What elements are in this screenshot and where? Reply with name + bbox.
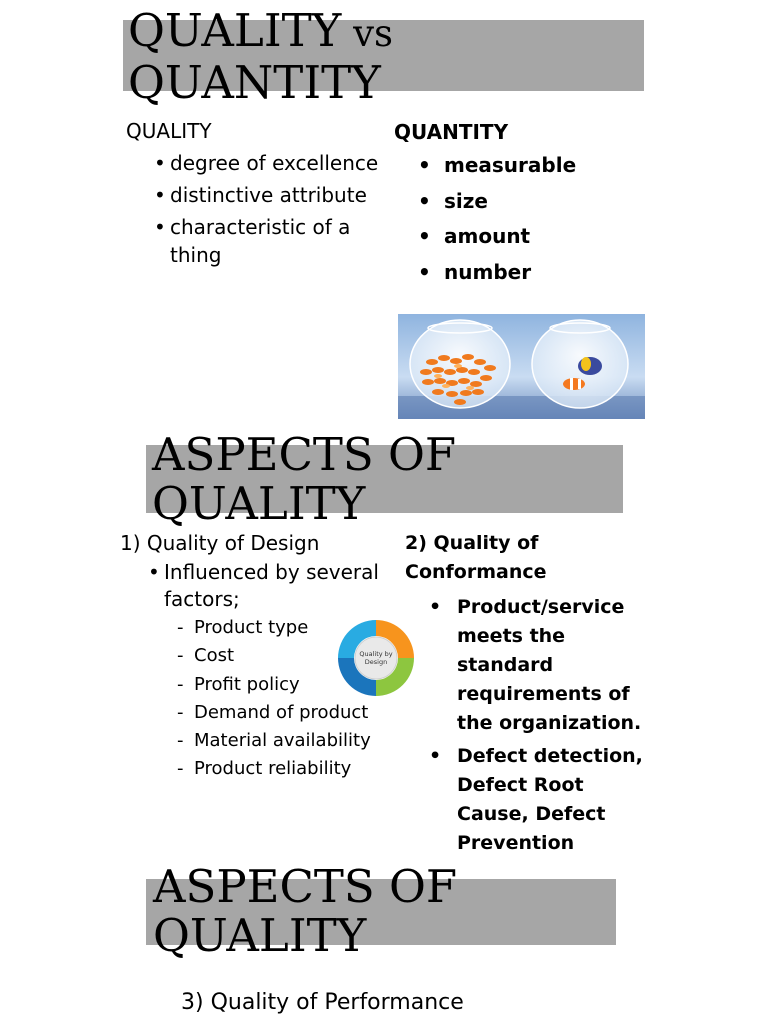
quality-item: • distinctive attribute — [154, 181, 396, 209]
fishbowls-photo — [398, 314, 645, 419]
conformance-heading: 2) Quality of Conformance — [405, 532, 547, 583]
quantity-item: • size — [394, 184, 654, 220]
quantity-heading: QUANTITY — [394, 120, 509, 144]
design-heading: 1) Quality of Design — [120, 531, 320, 555]
quantity-column — [394, 118, 654, 290]
quantity-item: • number — [394, 255, 654, 291]
conformance-item: • Defect detection, Defect Root Cause, Defect Prevention — [427, 742, 653, 858]
quantity-item: • measurable — [394, 148, 654, 184]
design-factor: - Cost — [176, 642, 390, 670]
section-title: ASPECTS OF QUALITY — [153, 860, 458, 962]
design-factor: - Product reliability — [176, 755, 390, 783]
design-factor: - Product type — [176, 614, 390, 642]
svg-text:Design: Design — [364, 658, 388, 666]
quality-column — [126, 117, 396, 269]
quantity-item: • amount — [394, 219, 654, 255]
design-factor: - Material availability — [176, 727, 390, 755]
quality-heading: QUALITY — [126, 119, 212, 143]
page-title: QUALITY vs QUANTITY — [128, 4, 393, 109]
section-title: ASPECTS OF QUALITY — [152, 428, 457, 530]
design-bullet: • Influenced by several factors; — [148, 559, 386, 613]
quality-item: • degree of excellence — [154, 149, 396, 177]
quality-of-conformance — [405, 529, 665, 858]
quality-of-performance-heading: 3) Quality of Performance — [181, 990, 464, 1015]
diagram-center-label: Quality by — [359, 650, 393, 658]
design-factor: - Demand of product — [176, 699, 390, 727]
design-factor: - Profit policy — [176, 671, 390, 699]
conformance-item: • Product/service meets the standard requirements of the organization. — [427, 593, 653, 738]
quality-item: • characteristic of a thing — [154, 213, 370, 269]
